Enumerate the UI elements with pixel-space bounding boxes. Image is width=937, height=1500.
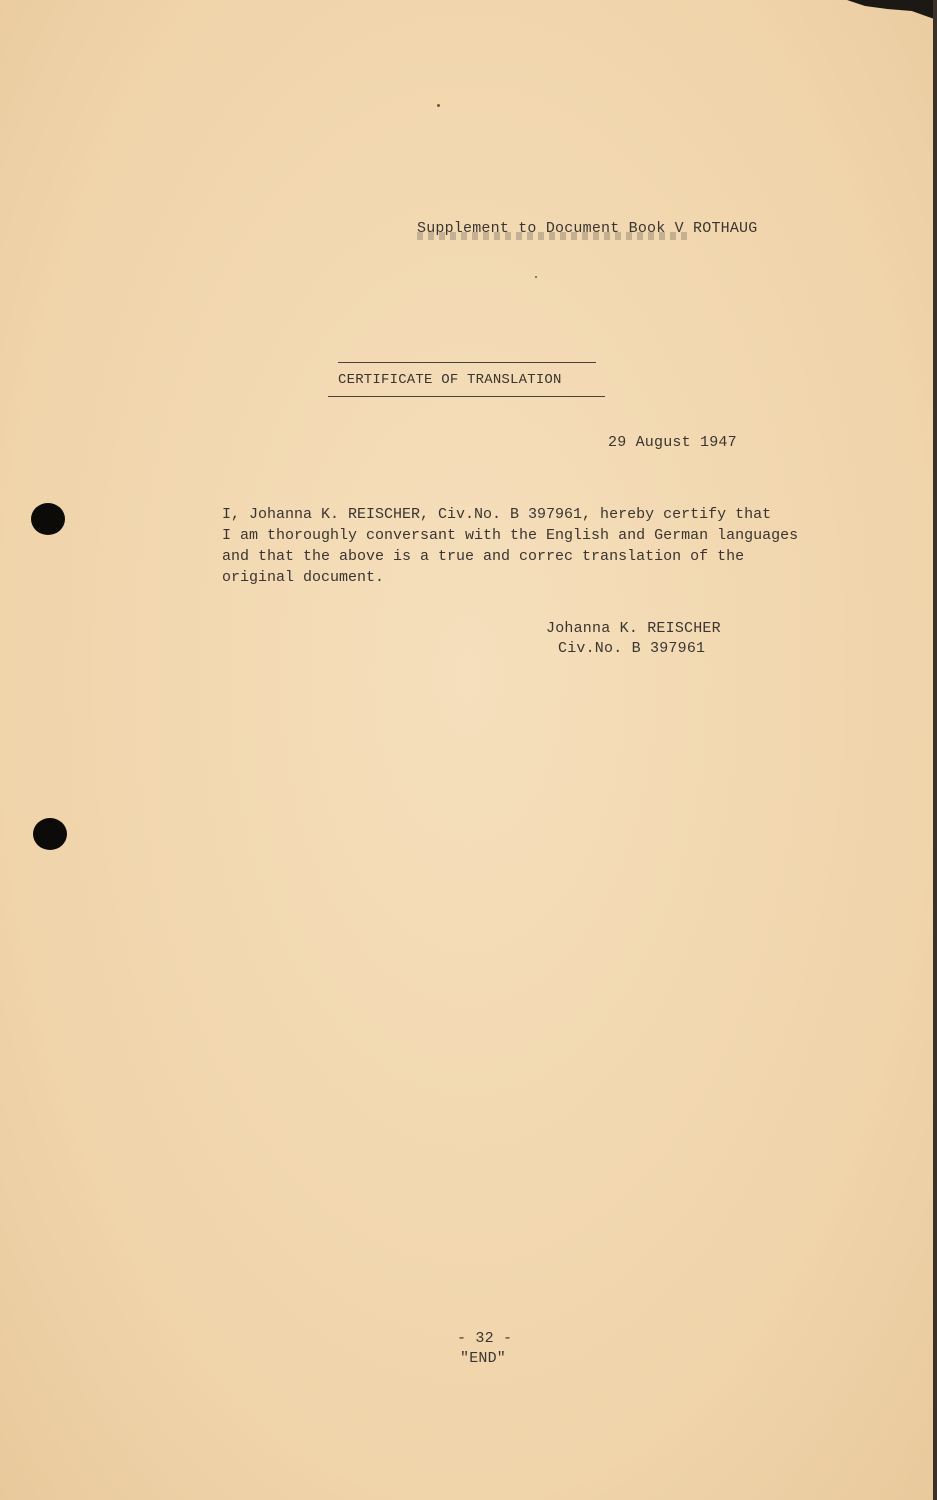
title-rule-top (338, 362, 596, 363)
punch-hole (33, 818, 67, 850)
supplement-header: Supplement to Document Book V ROTHAUG (417, 220, 758, 237)
bleed-through-text (417, 232, 687, 240)
certificate-date: 29 August 1947 (608, 434, 737, 451)
paper-speck (437, 104, 440, 107)
punch-hole (31, 503, 65, 535)
end-mark: "END" (460, 1350, 507, 1367)
page-edge (933, 0, 937, 1500)
torn-corner (847, 0, 937, 20)
certificate-body (222, 504, 798, 588)
signature-name: Johanna K. REISCHER (546, 620, 721, 637)
body-line: and that the above is a true and correc translation of the (222, 548, 745, 565)
body-line: original document. (222, 569, 385, 586)
paper-speck (535, 276, 537, 278)
body-line: I am thoroughly conversant with the English and German languages (222, 527, 799, 544)
body-line: I, Johanna K. REISCHER, Civ.No. B 397961, hereby certify that (222, 506, 772, 523)
title-rule-bottom (328, 396, 605, 397)
signature-civ-number: Civ.No. B 397961 (558, 640, 706, 657)
certificate-title: CERTIFICATE OF TRANSLATION (338, 372, 562, 388)
page-number: - 32 - (457, 1330, 513, 1347)
